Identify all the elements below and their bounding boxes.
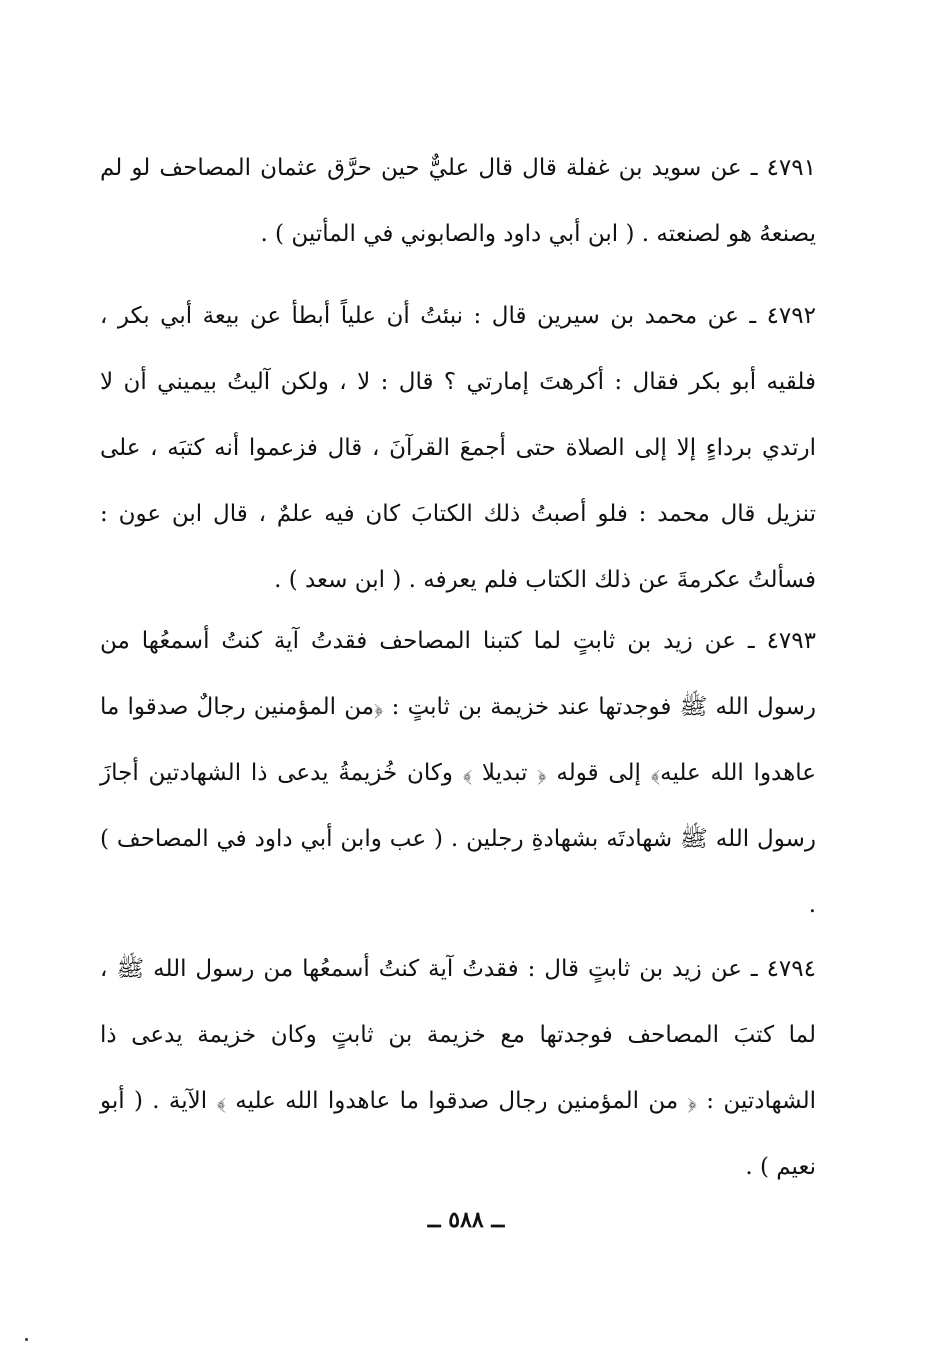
scan-speck <box>25 1338 28 1341</box>
hadith-4793: ٤٧٩٣ ـ عن زيد بن ثابتٍ لما كتبنا المصاحف فقدتُ آية كنتُ أسمعُها من رسول الله ﷺ فوجدتها عند خزيمة بن ثابتٍ : ﴿من المؤمنين رجالٌ صدقوا ما عاهدوا الله عليه﴾ إلى قوله ﴿ تبديلا ﴾ وكان خُزيمةُ يدعى ذا الشهادتين أجازَ رسول الله ﷺ شهادتَه بشهادةِ رجلين . ( عب وابن أبي داود في المصاحف ) . <box>100 628 816 918</box>
hadith-4791: ٤٧٩١ ـ عن سويد بن غفلة قال قال عليٌّ حين حرَّق عثمان المصاحف لو لم يصنعهُ هو لصنعته . ( ابن أبي داود والصابوني في المأتين ) . <box>100 155 816 247</box>
hadith-4794: ٤٧٩٤ ـ عن زيد بن ثابتٍ قال : فقدتُ آية كنتُ أسمعُها من رسول الله ﷺ ، لما كتبَ المصاحف فوجدتها مع خزيمة بن ثابتٍ وكان خزيمة يدعى ذا الشهادتين : ﴿ من المؤمنين رجال صدقوا ما عاهدوا الله عليه ﴾ الآية . ( أبو نعيم ) . <box>100 956 816 1180</box>
hadith-4792: ٤٧٩٢ ـ عن محمد بن سيرين قال : نبئتُ أن علياً أبطأ عن بيعة أبي بكر ، فلقيه أبو بكر فقال : أكرهتَ إمارتي ؟ قال : لا ، ولكن آليتُ بيميني أن لا ارتدي برداءٍ إلا إلى الصلاة حتى أجمعَ القرآنَ ، قال فزعموا أنه كتبَه ، على تنزيل قال محمد : فلو أصبتُ ذلك الكتابَ كان فيه علمٌ ، قال ابن عون : فسألتُ عكرمةَ عن ذلك الكتاب فلم يعرفه . ( ابن سعد ) . <box>100 303 816 593</box>
page-number: ــ ٥٨٨ ــ <box>427 1207 505 1233</box>
